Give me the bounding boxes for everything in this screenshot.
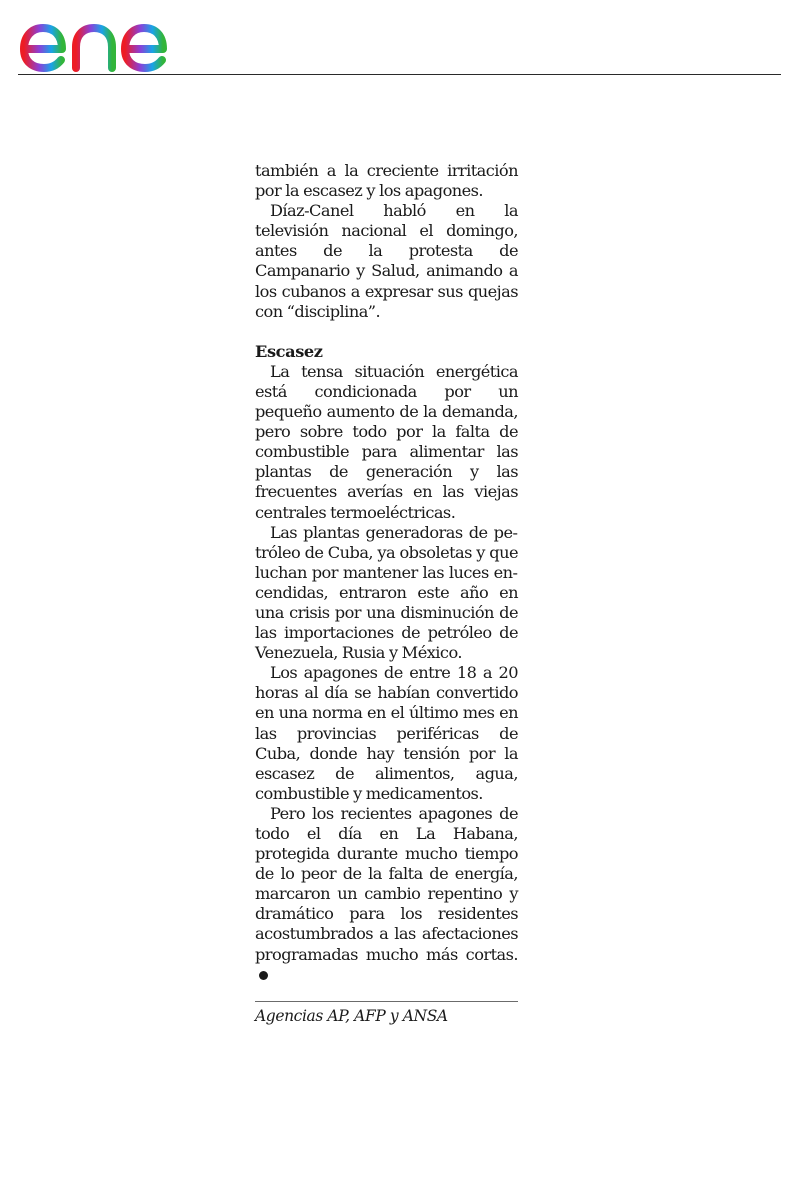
article-credit: Agencias AP, AFP y ANSA	[255, 1006, 448, 1025]
enel-logo	[18, 4, 193, 72]
credit-divider	[255, 1001, 518, 1002]
article-paragraph: Los apagones de entre 18 a 20 horas al día se habían convertido en una norma en el último mes en las provincias periféricas de Cuba, donde hay tensión por la escasez de alimentos, agua, combustible y medicamentos.	[255, 663, 518, 803]
section-heading: Escasez	[255, 341, 323, 361]
article-paragraph: Díaz-Canel habló en la televisión nacional el domingo, antes de la protesta de Campanario y Salud, animando a los cubanos a expresar sus quejas con “disciplina”.	[255, 201, 518, 321]
page-header	[0, 0, 800, 80]
end-mark-icon	[259, 971, 268, 980]
header-divider	[18, 74, 781, 75]
article-paragraph-final	[255, 804, 518, 985]
article-paragraph: Las plantas generadoras de petróleo de Cuba, ya obsoletas y que luchan por mantener las luces encendidas, entraron este año en una crisis por una disminución de las importaciones de petróleo de Venezuela, Rusia y México.	[255, 522, 518, 663]
article-paragraph: La tensa situación energética está condicionada por un pequeño aumento de la demanda, pero sobre todo por la falta de combustible para alimentar las plantas de generación y las frecuentes averías en las viejas centrales termoeléctricas.	[255, 361, 518, 522]
article-paragraph-text: Pero los recientes apagones de todo el día en La Habana, protegida durante mucho tiempo de lo peor de la falta de energía, marcaron un cambio repentino y dramático para los residentes acostumbrados a las afectaciones programadas mucho más cortas.	[255, 803, 518, 964]
article-column	[255, 161, 518, 1026]
article-paragraph: también a la creciente irritación por la escasez y los apagones.	[255, 161, 518, 201]
